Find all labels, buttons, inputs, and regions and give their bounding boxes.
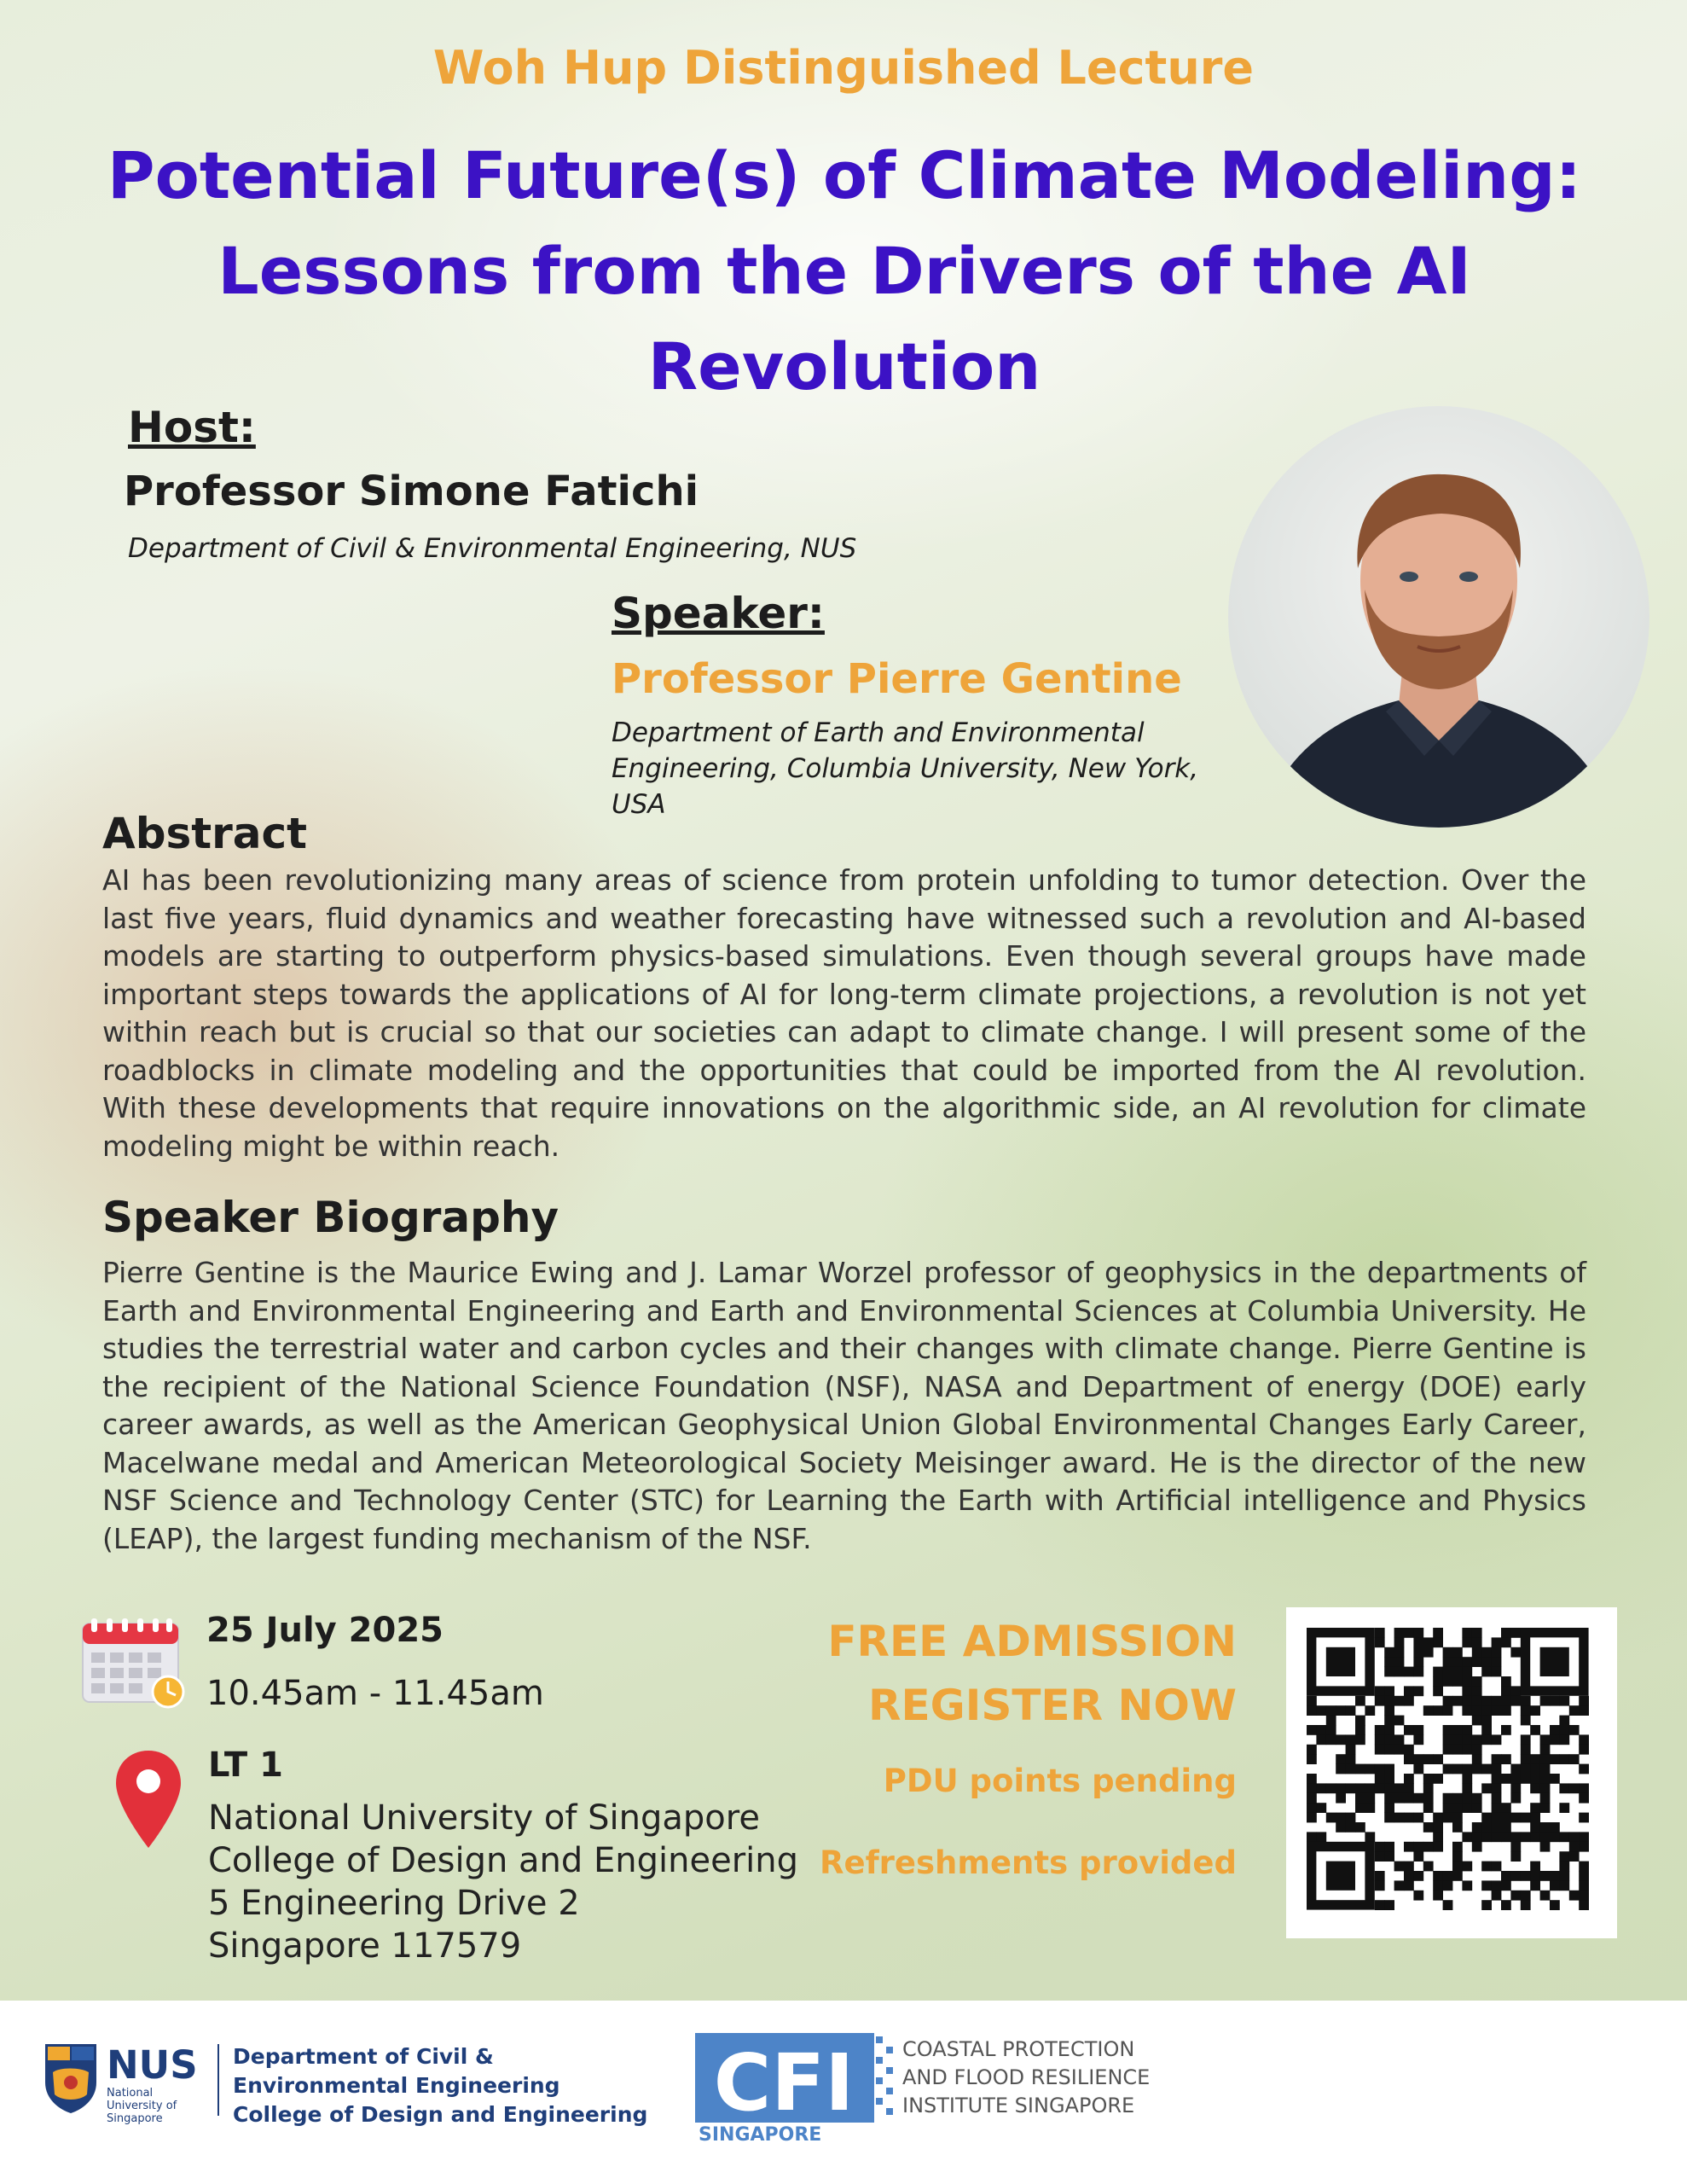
address-line: 5 Engineering Drive 2: [208, 1884, 580, 1923]
refreshments: Refreshments provided: [820, 1844, 1237, 1881]
pdu-points: PDU points pending: [883, 1763, 1237, 1799]
footer-divider: [217, 2044, 219, 2116]
abstract-heading: Abstract: [102, 809, 308, 858]
host-label: Host:: [128, 403, 256, 452]
cfi-logo-letters: CFI: [713, 2037, 855, 2129]
speaker-department: Department of Earth and Environmental Engineering, Columbia University, New York, USA: [612, 717, 1199, 820]
host-name: Professor Simone Fatichi: [124, 468, 699, 515]
venue-room: LT 1: [208, 1745, 283, 1785]
address-line: Singapore 117579: [208, 1926, 522, 1966]
lecture-title: Potential Future(s) of Climate Modeling: Lessons from the Drivers of the AI Revolution: [107, 137, 1582, 404]
department-logo-text: [233, 2042, 647, 2129]
venue-address: [208, 1797, 798, 1967]
dept-line: Environmental Engineering: [233, 2073, 560, 2098]
dept-line: College of Design and Engineering: [233, 2102, 648, 2127]
biography-text: Pierre Gentine is the Maurice Ewing and J. Lamar Worzel professor of geophysics in the departments of Earth and Environmental Engineering and Earth and Environmental Sciences at Columbia University. He studies the terrestrial water and carbon cycles and their changes with climate change. Pierre Gentine is the recipient of the National Science Foundation (NSF), NASA and Department of energy (DOE) early career awards, as well as the American Geophysical Union Global Environmental Changes Early Career, Macelwane medal and American Meteorological Society Meisinger award. He is the director of the new NSF Science and Technology Center (STC) for Learning the Earth with Artificial intelligence and Physics (LEAP), the largest funding mechanism of the NSF.: [102, 1256, 1586, 1555]
speaker-label: Speaker:: [612, 589, 825, 638]
nus-logo-text: NUS: [107, 2042, 198, 2088]
dept-line: Department of Civil &: [233, 2044, 494, 2069]
cfi-line: COASTAL PROTECTION: [902, 2037, 1135, 2061]
cfi-institute-name: [902, 2036, 1150, 2120]
host-department: Department of Civil & Environmental Engineering, NUS: [128, 533, 857, 564]
series-title: Woh Hup Distinguished Lecture: [432, 41, 1255, 95]
biography-heading: Speaker Biography: [102, 1193, 559, 1242]
nus-logo-subtext: National University of Singapore: [107, 2087, 177, 2125]
speaker-photo: [1228, 406, 1649, 828]
cfi-line: INSTITUTE SINGAPORE: [902, 2094, 1135, 2117]
event-time: 10.45am - 11.45am: [206, 1674, 544, 1713]
speaker-name: Professor Pierre Gentine: [612, 655, 1182, 703]
calendar-icon: [81, 1615, 190, 1711]
free-admission: FREE ADMISSION: [827, 1617, 1237, 1666]
cfi-logo-subtext: SINGAPORE: [699, 2124, 822, 2144]
address-line: College of Design and Engineering: [208, 1841, 799, 1880]
event-date: 25 July 2025: [206, 1611, 443, 1650]
address-line: National University of Singapore: [208, 1798, 760, 1838]
cfi-line: AND FLOOD RESILIENCE: [902, 2065, 1151, 2089]
abstract-text: AI has been revolutionizing many areas of science from protein unfolding to tumor detection. Over the last five years, fluid dynamics and weather forecasting have witnessed such a revolution and AI-based models are starting to outperform physics-based simulations. Even though several groups have made important steps towards the applications of AI for long-term climate projections, a revolution is not yet within reach but is crucial so that our societies can adapt to climate change. I will present some of the roadblocks in climate modeling and the opportunities that could be imported from the AI revolution. With these developments that require innovations on the algorithmic side, an AI revolution for climate modeling might be within reach.: [102, 863, 1586, 1163]
cfi-logo: [695, 2033, 900, 2144]
location-pin-icon: [114, 1749, 183, 1850]
register-now: REGISTER NOW: [868, 1681, 1237, 1730]
nus-crest-logo: [43, 2042, 99, 2115]
qr-code[interactable]: [1286, 1607, 1617, 1938]
